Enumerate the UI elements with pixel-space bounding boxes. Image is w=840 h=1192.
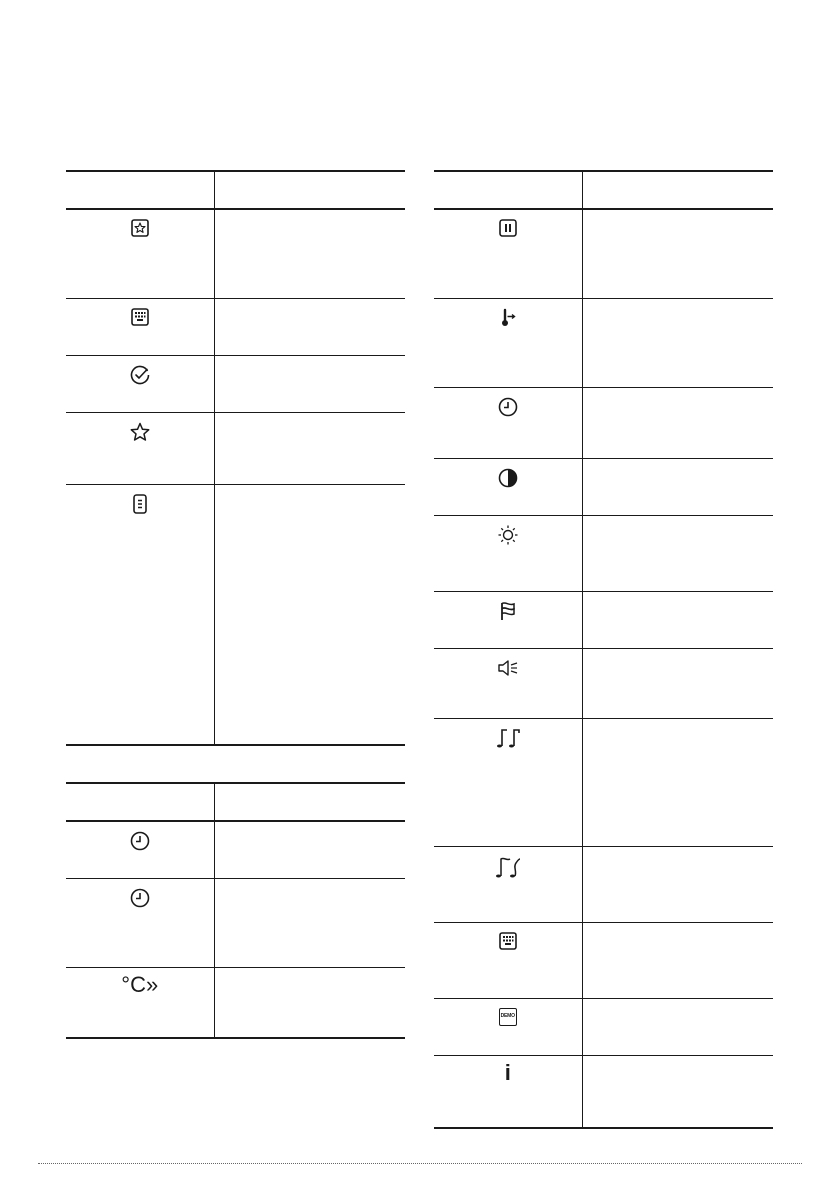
table-row [434,209,773,298]
table-row [66,967,405,1038]
settings-table-left-bottom [66,782,405,1039]
row-description [583,388,774,396]
flag-language-icon [434,591,582,648]
clock-icon [66,821,214,878]
row-description [583,923,774,931]
clock-icon [434,387,582,458]
row-description [583,459,774,467]
table-header-row [66,783,405,821]
row-description [583,1056,774,1064]
info-icon: i [504,1059,511,1085]
row-description [215,356,406,364]
row-description [583,999,774,1007]
clock-icon [66,878,214,967]
keypad-grid-icon [66,298,214,355]
fast-heat-celsius-icon: °C» [121,971,159,997]
row-description [583,299,774,307]
star-outline-icon [66,412,214,484]
settings-table-left-top [66,170,405,746]
row-description [215,822,406,830]
table-row [66,355,405,412]
row-description [215,485,406,493]
table-row [66,209,405,298]
row-description [215,299,406,307]
table-row [434,591,773,648]
row-description [583,516,774,524]
table-row [434,998,773,1055]
header-description [214,783,405,821]
table-row [434,298,773,387]
row-description [583,719,774,727]
header-description [214,171,405,209]
row-description [583,210,774,218]
document-list-icon [66,484,214,745]
table-row [434,648,773,718]
header-symbol [434,171,582,209]
speaker-volume-icon [434,648,582,718]
table-row [434,458,773,515]
row-description [215,968,406,976]
header-description [582,171,773,209]
table-row [434,1055,773,1128]
header-symbol [66,783,214,821]
row-description [215,413,406,421]
table-row [434,846,773,922]
table-row [66,412,405,484]
row-description [583,592,774,600]
row-description [215,879,406,887]
thermometer-icon [434,298,582,387]
pause-icon [434,209,582,298]
favourite-box-icon [66,209,214,298]
table-row [66,878,405,967]
table-header-row [66,171,405,209]
demo-badge-icon: DEMO [499,1008,517,1026]
row-description [583,847,774,855]
music-note-icon [434,718,582,846]
table-row [66,484,405,745]
table-row [434,515,773,591]
table-row [66,821,405,878]
keypad-grid-icon [434,922,582,998]
row-description [583,649,774,657]
music-note-wavy-icon [434,846,582,922]
table-header-row [434,171,773,209]
row-description [215,210,406,218]
contrast-icon [434,458,582,515]
settings-table-right [434,170,773,1129]
header-symbol [66,171,214,209]
footer-rule [38,1163,802,1164]
table-row [66,298,405,355]
brightness-sun-icon [434,515,582,591]
table-row [434,387,773,458]
check-circle-icon [66,355,214,412]
table-row [434,922,773,998]
table-row [434,718,773,846]
